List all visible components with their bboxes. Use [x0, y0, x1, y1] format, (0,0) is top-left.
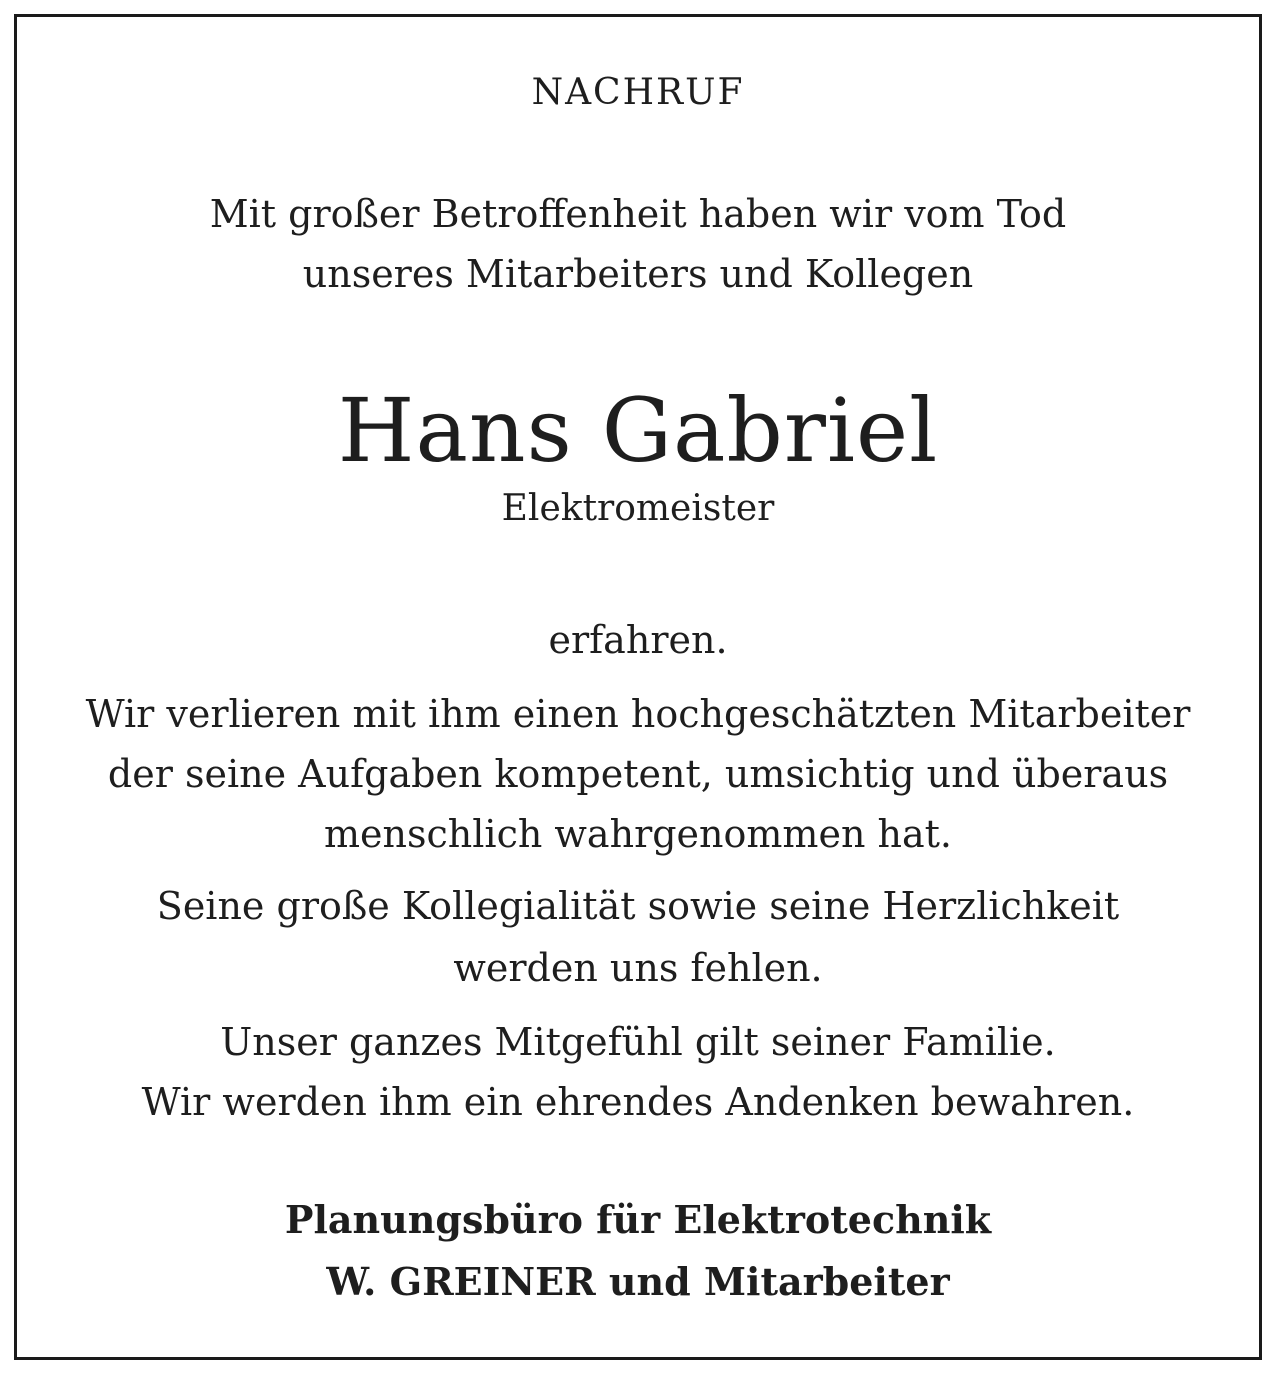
notice-heading: NACHRUF — [531, 72, 745, 113]
closing-word: erfahren. — [548, 618, 728, 662]
tribute-line: der seine Aufgaben kompetent, umsichtig und überaus — [107, 752, 1169, 796]
intro-line: Mit großer Betroffenheit haben wir vom Tod — [209, 192, 1067, 236]
signature-company: Planungsbüro für Elektrotechnik — [284, 1197, 992, 1242]
tribute-line: menschlich wahrgenommen hat. — [324, 812, 952, 856]
tribute-line: Seine große Kollegialität sowie seine Herzlichkeit — [156, 884, 1120, 928]
tribute-line: Wir verlieren mit ihm einen hochgeschätzten Mitarbeiter — [85, 692, 1191, 736]
tribute-line: Wir werden ihm ein ehrendes Andenken bewahren. — [141, 1080, 1135, 1124]
intro-line: unseres Mitarbeiters und Kollegen — [302, 252, 974, 296]
deceased-profession: Elektromeister — [501, 488, 775, 529]
signature-company: W. GREINER und Mitarbeiter — [326, 1259, 950, 1304]
tribute-line: werden uns fehlen. — [453, 946, 823, 990]
obituary-notice — [14, 14, 1262, 1360]
deceased-name: Hans Gabriel — [337, 379, 939, 482]
tribute-line: Unser ganzes Mitgefühl gilt seiner Familie. — [220, 1020, 1056, 1064]
